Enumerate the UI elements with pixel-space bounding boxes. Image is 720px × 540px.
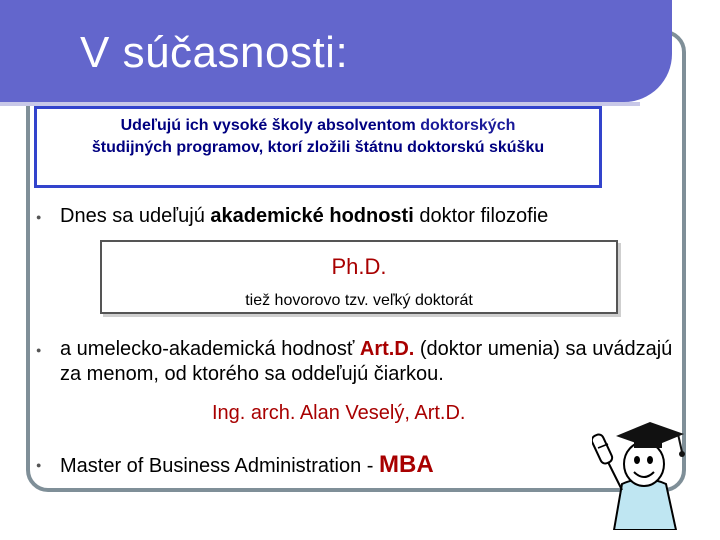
bullet-dot-3: ●: [36, 460, 42, 470]
bullet-3-abbr: MBA: [379, 451, 434, 478]
bullet-1: [60, 204, 548, 229]
bullet-1-text-b: doktor filozofie: [413, 205, 549, 227]
bullet-2-text-a: a umelecko-akademická hodnosť: [60, 338, 360, 360]
phd-box: [100, 240, 618, 314]
intro-text-c: študijných programov, ktorí zložili štátnu doktorskú skúšku: [91, 139, 545, 156]
graduate-clipart-icon: [592, 412, 696, 530]
phd-subtitle: tiež hovorovo tzv. veľký doktorát: [245, 292, 473, 309]
bullet-2-text-b: (doktor umenia) sa uvádzajú za menom, od ktorého sa oddeľujú čiarkou.: [60, 338, 673, 385]
bullet-2-abbr: Art.D.: [359, 338, 415, 360]
bullet-dot-2: ●: [36, 345, 42, 355]
bullet-2: [60, 337, 690, 387]
slide-title: V súčasnosti:: [80, 28, 349, 77]
bullet-1-text-a: Dnes sa udeľujú: [60, 205, 211, 227]
example-name: Ing. arch. Alan Veselý, Art.D.: [212, 402, 466, 424]
bullet-3-text: Master of Business Administration -: [60, 455, 380, 477]
bullet-3: [60, 452, 434, 479]
bullet-dot-1: ●: [36, 212, 42, 222]
phd-title: Ph.D.: [331, 254, 387, 279]
intro-text-a: Udeľujú ich vysoké školy absolventom: [120, 117, 421, 134]
intro-box: [34, 106, 602, 188]
bullet-1-bold: akademické hodnosti: [210, 205, 414, 227]
intro-text-highlight: doktorských: [420, 117, 516, 134]
